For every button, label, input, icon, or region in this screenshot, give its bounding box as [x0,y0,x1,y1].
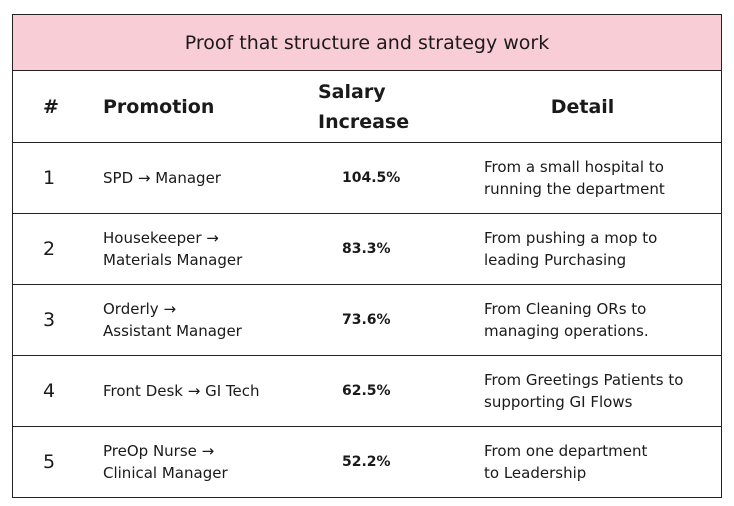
row-num: 5 [43,451,56,473]
table-row [13,214,721,285]
promotion-line: Clinical Manager [103,464,228,482]
table-row [13,427,721,497]
detail-line: leading Purchasing [484,251,627,269]
row-detail [483,440,721,484]
row-num: 1 [43,167,56,189]
promotion-line: Materials Manager [103,251,243,269]
row-salary: 73.6% [342,312,391,328]
row-promotion [103,298,318,342]
promotion-line: Orderly → [103,300,177,318]
header-salary-line1: Salary [318,80,386,103]
row-salary: 104.5% [342,170,401,186]
detail-line: to Leadership [484,464,587,482]
row-num: 3 [43,309,56,331]
row-detail [483,156,721,200]
detail-line: From one department [484,442,648,460]
promotion-line: SPD → Manager [103,169,221,187]
detail-line: From a small hospital to [484,158,664,176]
table-row [13,143,721,214]
table-row [13,356,721,427]
promotion-line: Housekeeper → [103,229,219,247]
promotion-line: Front Desk → GI Tech [103,382,260,400]
promotion-line: PreOp Nurse → [103,442,215,460]
detail-line: supporting GI Flows [484,393,633,411]
detail-line: From Greetings Patients to [484,371,684,389]
header-salary [318,77,483,137]
row-salary: 52.2% [342,454,391,470]
table-title: Proof that structure and strategy work [13,15,721,71]
row-num: 4 [43,380,56,402]
row-promotion [103,167,318,189]
row-num: 2 [43,238,56,260]
table-row [13,285,721,356]
row-detail [483,298,721,342]
header-num: # [43,95,59,118]
detail-line: From pushing a mop to [484,229,658,247]
row-salary: 83.3% [342,241,391,257]
row-promotion [103,440,318,484]
detail-line: From Cleaning ORs to [484,300,647,318]
row-promotion [103,227,318,271]
row-promotion [103,380,318,402]
header-salary-line2: Increase [318,110,410,133]
promotion-line: Assistant Manager [103,322,242,340]
header-detail: Detail [550,95,615,118]
header-promotion: Promotion [103,95,215,118]
promotion-table [12,14,722,498]
row-salary: 62.5% [342,383,391,399]
row-detail [483,227,721,271]
detail-line: running the department [484,180,665,198]
table-header-row [13,71,721,143]
row-detail [483,369,721,413]
detail-line: managing operations. [484,322,649,340]
